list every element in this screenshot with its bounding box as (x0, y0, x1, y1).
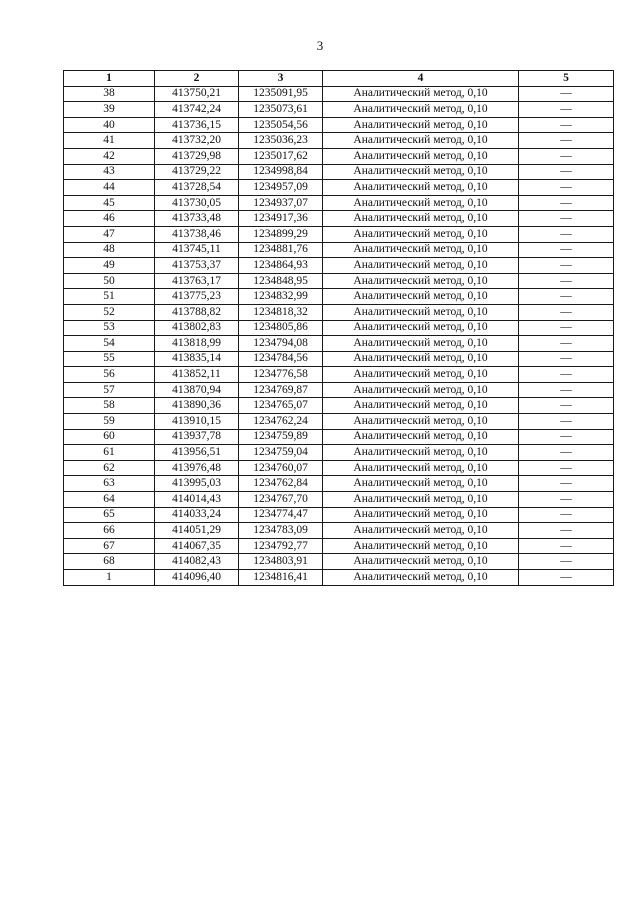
x-coordinate-cell: 413736,15 (155, 117, 239, 133)
point-number-cell: 59 (64, 414, 155, 430)
method-cell: Аналитический метод, 0,10 (323, 226, 519, 242)
point-number-cell: 48 (64, 242, 155, 258)
table-row (64, 289, 614, 305)
table-row (64, 180, 614, 196)
table-row (64, 195, 614, 211)
point-number-cell: 58 (64, 398, 155, 414)
table-header (64, 71, 614, 87)
y-coordinate-cell: 1234957,09 (239, 180, 323, 196)
point-number-cell: 52 (64, 304, 155, 320)
note-cell: — (519, 507, 614, 523)
note-cell: — (519, 367, 614, 383)
note-cell: — (519, 554, 614, 570)
method-cell: Аналитический метод, 0,10 (323, 289, 519, 305)
y-coordinate-cell: 1234917,36 (239, 211, 323, 227)
x-coordinate-cell: 413976,48 (155, 460, 239, 476)
y-coordinate-cell: 1234881,76 (239, 242, 323, 258)
note-cell: — (519, 304, 614, 320)
method-cell: Аналитический метод, 0,10 (323, 242, 519, 258)
method-cell: Аналитический метод, 0,10 (323, 258, 519, 274)
table-row (64, 242, 614, 258)
note-cell: — (519, 211, 614, 227)
table-row (64, 429, 614, 445)
point-number-cell: 64 (64, 492, 155, 508)
point-number-cell: 45 (64, 195, 155, 211)
table-row (64, 164, 614, 180)
method-cell: Аналитический метод, 0,10 (323, 476, 519, 492)
x-coordinate-cell: 413729,22 (155, 164, 239, 180)
x-coordinate-cell: 413802,83 (155, 320, 239, 336)
x-coordinate-cell: 413733,48 (155, 211, 239, 227)
note-cell: — (519, 414, 614, 430)
point-number-cell: 60 (64, 429, 155, 445)
table-body (64, 86, 614, 585)
point-number-cell: 57 (64, 382, 155, 398)
header-cell-1: 1 (64, 71, 155, 87)
x-coordinate-cell: 413835,14 (155, 351, 239, 367)
y-coordinate-cell: 1234803,91 (239, 554, 323, 570)
note-cell: — (519, 460, 614, 476)
note-cell: — (519, 445, 614, 461)
point-number-cell: 54 (64, 336, 155, 352)
header-cell-5: 5 (519, 71, 614, 87)
table-row (64, 211, 614, 227)
table-row (64, 554, 614, 570)
table-row (64, 320, 614, 336)
method-cell: Аналитический метод, 0,10 (323, 336, 519, 352)
y-coordinate-cell: 1234774,47 (239, 507, 323, 523)
header-cell-4: 4 (323, 71, 519, 87)
x-coordinate-cell: 413870,94 (155, 382, 239, 398)
y-coordinate-cell: 1234769,87 (239, 382, 323, 398)
x-coordinate-cell: 413995,03 (155, 476, 239, 492)
y-coordinate-cell: 1234784,56 (239, 351, 323, 367)
x-coordinate-cell: 413750,21 (155, 86, 239, 102)
x-coordinate-cell: 414096,40 (155, 570, 239, 586)
y-coordinate-cell: 1234899,29 (239, 226, 323, 242)
point-number-cell: 43 (64, 164, 155, 180)
x-coordinate-cell: 413788,82 (155, 304, 239, 320)
y-coordinate-cell: 1234759,89 (239, 429, 323, 445)
note-cell: — (519, 429, 614, 445)
x-coordinate-cell: 413729,98 (155, 148, 239, 164)
y-coordinate-cell: 1235054,56 (239, 117, 323, 133)
method-cell: Аналитический метод, 0,10 (323, 429, 519, 445)
method-cell: Аналитический метод, 0,10 (323, 211, 519, 227)
note-cell: — (519, 164, 614, 180)
table-row (64, 445, 614, 461)
method-cell: Аналитический метод, 0,10 (323, 492, 519, 508)
method-cell: Аналитический метод, 0,10 (323, 398, 519, 414)
note-cell: — (519, 133, 614, 149)
point-number-cell: 44 (64, 180, 155, 196)
note-cell: — (519, 351, 614, 367)
table-row (64, 460, 614, 476)
y-coordinate-cell: 1234762,24 (239, 414, 323, 430)
table-row (64, 507, 614, 523)
x-coordinate-cell: 413753,37 (155, 258, 239, 274)
x-coordinate-cell: 413775,23 (155, 289, 239, 305)
table-row (64, 523, 614, 539)
y-coordinate-cell: 1234776,58 (239, 367, 323, 383)
y-coordinate-cell: 1234767,70 (239, 492, 323, 508)
point-number-cell: 56 (64, 367, 155, 383)
x-coordinate-cell: 413890,36 (155, 398, 239, 414)
y-coordinate-cell: 1234864,93 (239, 258, 323, 274)
point-number-cell: 67 (64, 538, 155, 554)
y-coordinate-cell: 1234792,77 (239, 538, 323, 554)
method-cell: Аналитический метод, 0,10 (323, 351, 519, 367)
x-coordinate-cell: 413742,24 (155, 102, 239, 118)
method-cell: Аналитический метод, 0,10 (323, 164, 519, 180)
method-cell: Аналитический метод, 0,10 (323, 460, 519, 476)
method-cell: Аналитический метод, 0,10 (323, 507, 519, 523)
table-row (64, 351, 614, 367)
y-coordinate-cell: 1234937,07 (239, 195, 323, 211)
point-number-cell: 61 (64, 445, 155, 461)
note-cell: — (519, 273, 614, 289)
table-row (64, 148, 614, 164)
method-cell: Аналитический метод, 0,10 (323, 367, 519, 383)
method-cell: Аналитический метод, 0,10 (323, 273, 519, 289)
note-cell: — (519, 226, 614, 242)
table-row (64, 133, 614, 149)
x-coordinate-cell: 413937,78 (155, 429, 239, 445)
method-cell: Аналитический метод, 0,10 (323, 414, 519, 430)
point-number-cell: 39 (64, 102, 155, 118)
table-row (64, 398, 614, 414)
header-cell-2: 2 (155, 71, 239, 87)
table-row (64, 492, 614, 508)
method-cell: Аналитический метод, 0,10 (323, 117, 519, 133)
y-coordinate-cell: 1234765,07 (239, 398, 323, 414)
x-coordinate-cell: 414082,43 (155, 554, 239, 570)
point-number-cell: 55 (64, 351, 155, 367)
point-number-cell: 63 (64, 476, 155, 492)
x-coordinate-cell: 413738,46 (155, 226, 239, 242)
note-cell: — (519, 398, 614, 414)
method-cell: Аналитический метод, 0,10 (323, 523, 519, 539)
x-coordinate-cell: 413728,54 (155, 180, 239, 196)
y-coordinate-cell: 1234998,84 (239, 164, 323, 180)
method-cell: Аналитический метод, 0,10 (323, 570, 519, 586)
x-coordinate-cell: 413910,15 (155, 414, 239, 430)
table-row (64, 86, 614, 102)
method-cell: Аналитический метод, 0,10 (323, 554, 519, 570)
method-cell: Аналитический метод, 0,10 (323, 445, 519, 461)
x-coordinate-cell: 414067,35 (155, 538, 239, 554)
note-cell: — (519, 102, 614, 118)
x-coordinate-cell: 414014,43 (155, 492, 239, 508)
point-number-cell: 50 (64, 273, 155, 289)
y-coordinate-cell: 1234818,32 (239, 304, 323, 320)
note-cell: — (519, 117, 614, 133)
note-cell: — (519, 523, 614, 539)
point-number-cell: 1 (64, 570, 155, 586)
y-coordinate-cell: 1234848,95 (239, 273, 323, 289)
note-cell: — (519, 492, 614, 508)
page-number: 3 (316, 38, 324, 53)
y-coordinate-cell: 1234832,99 (239, 289, 323, 305)
table-row (64, 273, 614, 289)
point-number-cell: 66 (64, 523, 155, 539)
method-cell: Аналитический метод, 0,10 (323, 86, 519, 102)
coordinates-table (63, 70, 614, 586)
y-coordinate-cell: 1234783,09 (239, 523, 323, 539)
header-cell-3: 3 (239, 71, 323, 87)
y-coordinate-cell: 1235073,61 (239, 102, 323, 118)
y-coordinate-cell: 1234759,04 (239, 445, 323, 461)
method-cell: Аналитический метод, 0,10 (323, 304, 519, 320)
point-number-cell: 51 (64, 289, 155, 305)
x-coordinate-cell: 413852,11 (155, 367, 239, 383)
table-row (64, 414, 614, 430)
x-coordinate-cell: 414033,24 (155, 507, 239, 523)
table-row (64, 102, 614, 118)
y-coordinate-cell: 1234760,07 (239, 460, 323, 476)
note-cell: — (519, 258, 614, 274)
note-cell: — (519, 195, 614, 211)
point-number-cell: 38 (64, 86, 155, 102)
table-row (64, 258, 614, 274)
method-cell: Аналитический метод, 0,10 (323, 538, 519, 554)
y-coordinate-cell: 1234816,41 (239, 570, 323, 586)
note-cell: — (519, 180, 614, 196)
note-cell: — (519, 336, 614, 352)
table-row (64, 476, 614, 492)
table-row (64, 304, 614, 320)
note-cell: — (519, 320, 614, 336)
x-coordinate-cell: 414051,29 (155, 523, 239, 539)
note-cell: — (519, 86, 614, 102)
point-number-cell: 65 (64, 507, 155, 523)
y-coordinate-cell: 1235036,23 (239, 133, 323, 149)
method-cell: Аналитический метод, 0,10 (323, 320, 519, 336)
table-row (64, 382, 614, 398)
x-coordinate-cell: 413818,99 (155, 336, 239, 352)
point-number-cell: 40 (64, 117, 155, 133)
note-cell: — (519, 570, 614, 586)
header-row (64, 71, 614, 87)
note-cell: — (519, 382, 614, 398)
table-row (64, 336, 614, 352)
table-row (64, 367, 614, 383)
point-number-cell: 42 (64, 148, 155, 164)
note-cell: — (519, 148, 614, 164)
point-number-cell: 62 (64, 460, 155, 476)
point-number-cell: 68 (64, 554, 155, 570)
x-coordinate-cell: 413956,51 (155, 445, 239, 461)
point-number-cell: 49 (64, 258, 155, 274)
point-number-cell: 41 (64, 133, 155, 149)
table-row (64, 226, 614, 242)
x-coordinate-cell: 413730,05 (155, 195, 239, 211)
x-coordinate-cell: 413763,17 (155, 273, 239, 289)
method-cell: Аналитический метод, 0,10 (323, 180, 519, 196)
note-cell: — (519, 476, 614, 492)
method-cell: Аналитический метод, 0,10 (323, 133, 519, 149)
y-coordinate-cell: 1235091,95 (239, 86, 323, 102)
table-row (64, 538, 614, 554)
note-cell: — (519, 289, 614, 305)
table-row (64, 570, 614, 586)
y-coordinate-cell: 1235017,62 (239, 148, 323, 164)
table-row (64, 117, 614, 133)
point-number-cell: 46 (64, 211, 155, 227)
note-cell: — (519, 242, 614, 258)
x-coordinate-cell: 413732,20 (155, 133, 239, 149)
y-coordinate-cell: 1234762,84 (239, 476, 323, 492)
note-cell: — (519, 538, 614, 554)
y-coordinate-cell: 1234794,08 (239, 336, 323, 352)
y-coordinate-cell: 1234805,86 (239, 320, 323, 336)
method-cell: Аналитический метод, 0,10 (323, 382, 519, 398)
point-number-cell: 53 (64, 320, 155, 336)
method-cell: Аналитический метод, 0,10 (323, 148, 519, 164)
method-cell: Аналитический метод, 0,10 (323, 102, 519, 118)
x-coordinate-cell: 413745,11 (155, 242, 239, 258)
point-number-cell: 47 (64, 226, 155, 242)
method-cell: Аналитический метод, 0,10 (323, 195, 519, 211)
